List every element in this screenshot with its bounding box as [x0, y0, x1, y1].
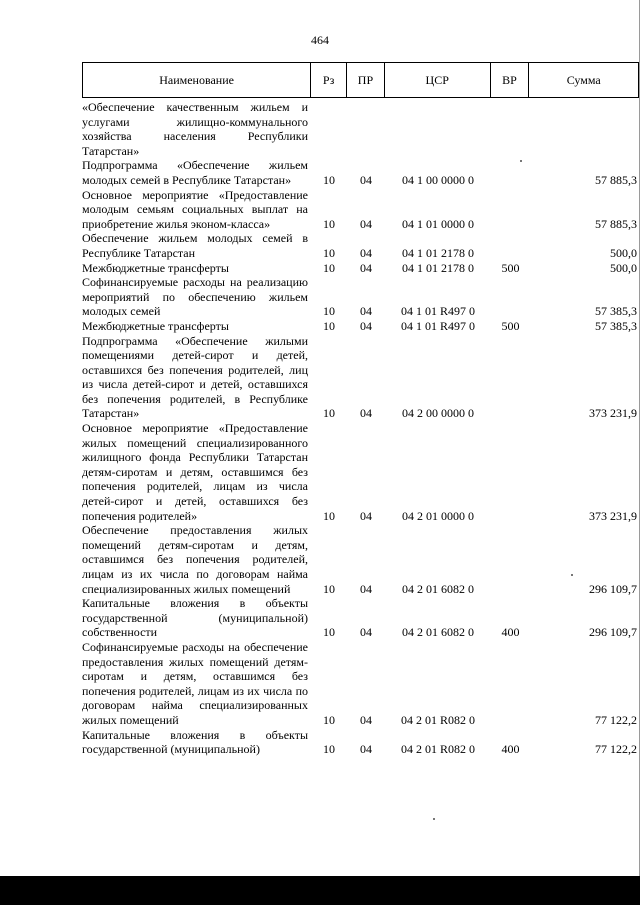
row-pr: 04 — [360, 245, 372, 260]
table-row — [82, 596, 639, 640]
row-pr: 04 — [360, 508, 372, 523]
row-csr: 04 1 00 0000 0 — [402, 172, 474, 187]
row-sum: 373 231,9 — [589, 406, 637, 421]
row-name: Софинансируемые расходы на реализацию мероприятий по обеспечению жильем молодых семей — [82, 275, 308, 319]
table-row — [82, 100, 639, 158]
table-row — [82, 640, 639, 728]
row-name: Подпрограмма «Обеспечение жильем молодых семей в Республике Татарстан» — [82, 158, 308, 187]
row-pr: 04 — [360, 625, 372, 640]
table-row — [82, 188, 639, 232]
row-pr: 04 — [360, 406, 372, 421]
row-csr: 04 2 01 R082 0 — [400, 712, 475, 727]
row-name: Межбюджетные трансферты — [82, 260, 229, 275]
row-vr: 500 — [501, 318, 520, 333]
row-sum: 57 385,3 — [595, 318, 637, 333]
row-csr: 04 1 01 R497 0 — [400, 318, 475, 333]
table-row — [82, 334, 639, 422]
row-sum: 500,0 — [610, 245, 637, 260]
row-sum: 57 885,3 — [595, 216, 637, 231]
page-number: 464 — [311, 33, 329, 47]
row-name: Обеспечение предоставления жилых помещений детям-сиротам и детям, оставшимся без попечения родителей, лицам из их числа по договорам найма специализированных жилых помещений — [82, 523, 308, 596]
row-sum: 373 231,9 — [589, 508, 637, 523]
row-name: Основное мероприятие «Предоставление молодым семьям социальных выплат на приобретение жилья эконом-класса» — [82, 187, 308, 231]
row-rz: 10 — [323, 318, 335, 333]
table-row — [82, 261, 639, 276]
row-vr: 400 — [501, 742, 520, 757]
row-csr: 04 1 01 0000 0 — [402, 216, 474, 231]
header-rz: Рз — [311, 63, 347, 97]
row-pr: 04 — [360, 742, 372, 757]
table-row — [82, 231, 639, 260]
row-name: Основное мероприятие «Предоставление жилых помещений специализированного жилищного фонда Республики Татарстан детям-сиротам и детям, оставшимся без попечения родителей, лицам из числа детей-сирот и детей, оставшихся без попечения родителей» — [82, 421, 308, 523]
row-rz: 10 — [323, 712, 335, 727]
row-rz: 10 — [323, 406, 335, 421]
row-vr: 500 — [501, 260, 520, 275]
row-csr: 04 2 00 0000 0 — [402, 406, 474, 421]
row-name: Капитальные вложения в объекты государственной (муниципальной) — [82, 727, 308, 757]
row-csr: 04 1 01 2178 0 — [402, 260, 474, 275]
row-rz: 10 — [323, 304, 335, 319]
row-csr: 04 1 01 R497 0 — [400, 304, 475, 319]
row-rz: 10 — [323, 508, 335, 523]
row-rz: 10 — [323, 245, 335, 260]
row-csr: 04 2 01 6082 0 — [402, 625, 474, 640]
table-header — [82, 62, 639, 98]
table-row — [82, 523, 639, 596]
row-rz: 10 — [323, 742, 335, 757]
row-name: Капитальные вложения в объекты государственной (муниципальной) собственности — [82, 596, 308, 640]
row-csr: 04 2 01 0000 0 — [402, 508, 474, 523]
row-pr: 04 — [360, 318, 372, 333]
table-row — [82, 275, 639, 319]
row-sum: 500,0 — [610, 260, 637, 275]
row-rz: 10 — [323, 172, 335, 187]
row-pr: 04 — [360, 216, 372, 231]
table-row — [82, 421, 639, 523]
row-name: Подпрограмма «Обеспечение жилыми помещениями детей-сирот и детей, оставшихся без попечения родителей, лиц из числа детей-сирот и детей, оставшихся без попечения родителей, в Республике Татарстан» — [82, 333, 308, 421]
row-pr: 04 — [360, 260, 372, 275]
row-pr: 04 — [360, 581, 372, 596]
table-row — [82, 728, 639, 757]
row-rz: 10 — [323, 260, 335, 275]
row-rz: 10 — [323, 216, 335, 231]
row-sum: 57 885,3 — [595, 172, 637, 187]
header-pr: ПР — [347, 63, 385, 97]
row-sum: 57 385,3 — [595, 304, 637, 319]
row-csr: 04 2 01 R082 0 — [400, 742, 475, 757]
row-pr: 04 — [360, 712, 372, 727]
row-sum: 296 109,7 — [589, 625, 637, 640]
table-row — [82, 158, 639, 187]
row-sum: 77 122,2 — [595, 712, 637, 727]
table-body — [82, 100, 639, 757]
row-pr: 04 — [360, 304, 372, 319]
row-csr: 04 1 01 2178 0 — [402, 245, 474, 260]
row-name: «Обеспечение качественным жильем и услугами жилищно-коммунального хозяйства населения Республики Татарстан» — [82, 100, 308, 158]
row-name: Обеспечение жильем молодых семей в Республике Татарстан — [82, 231, 308, 260]
scan-bottom-border — [0, 876, 640, 905]
table-row — [82, 319, 639, 334]
row-name: Межбюджетные трансферты — [82, 318, 229, 333]
row-vr: 400 — [501, 625, 520, 640]
row-sum: 77 122,2 — [595, 742, 637, 757]
row-rz: 10 — [323, 625, 335, 640]
header-csr: ЦСР — [385, 63, 491, 97]
row-name: Софинансируемые расходы на обеспечение предоставления жилых помещений детям-сиротам и детям, оставшимся без попечения родителей, лицам из их числа по договорам найма специализированных жилых помещений — [82, 639, 308, 727]
row-pr: 04 — [360, 172, 372, 187]
scan-speck — [433, 818, 435, 820]
header-sum: Сумма — [566, 72, 601, 87]
header-name: Наименование — [83, 63, 311, 97]
row-sum: 296 109,7 — [589, 581, 637, 596]
row-csr: 04 2 01 6082 0 — [402, 581, 474, 596]
header-vr: ВР — [491, 63, 530, 97]
row-rz: 10 — [323, 581, 335, 596]
